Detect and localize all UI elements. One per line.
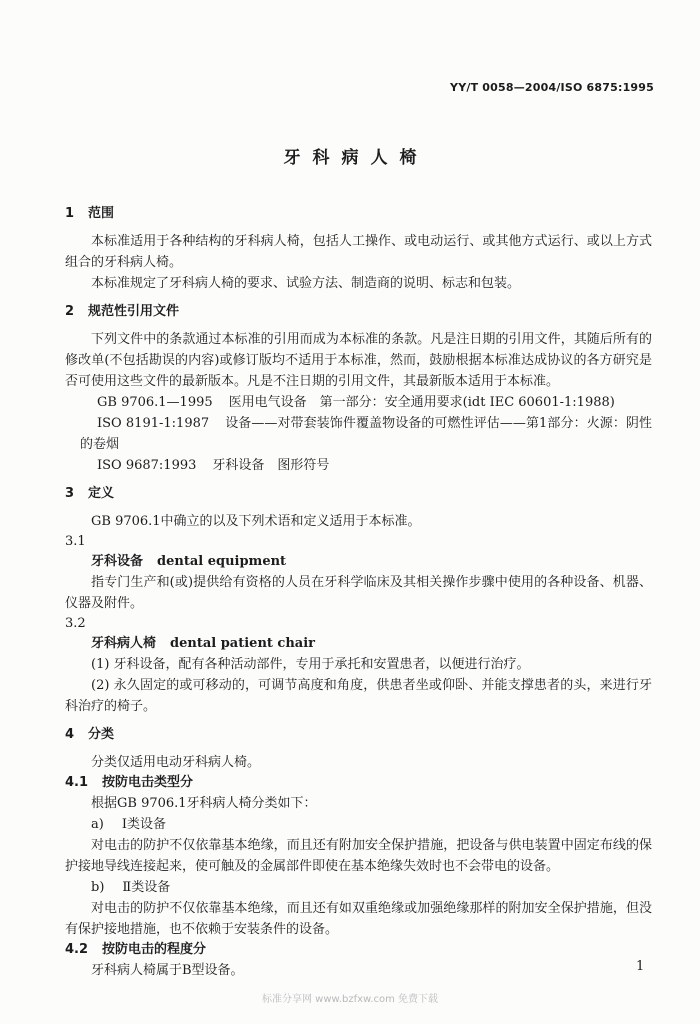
references-intro: 下列文件中的条款通过本标准的引用而成为本标准的条款。凡是注日期的引用文件，其随后所有的修改单(不包括勘误的内容)或修订版均不适用于本标准，然而，鼓励根据本标准达成协议的各方研究是否可使用这些文件的最新版本。凡是不注日期的引用文件，其最新版本适用于本标准。 <box>65 332 652 389</box>
item-name: Ⅱ类设备 <box>122 880 171 895</box>
subsection-text: 牙科病人椅属于B型设备。 <box>91 963 244 978</box>
term-definition: 指专门生产和(或)提供给有资格的人员在牙科学临床及其相关操作步骤中使用的各种设备、机器、仪器及附件。 <box>65 575 652 611</box>
scope-paragraph: 本标准规定了牙科病人椅的要求、试验方法、制造商的说明、标志和包装。 <box>91 276 521 291</box>
reference-code: GB 9706.1—1995 <box>97 395 213 410</box>
reference-item <box>65 455 652 476</box>
subsection-title: 按防电击类型分 <box>102 775 194 790</box>
item-name: Ⅰ类设备 <box>121 817 166 832</box>
section-heading-classification <box>65 724 652 745</box>
term-definition: (1) 牙科设备，配有各种活动部件，专用于承托和安置患者，以便进行治疗。 <box>91 657 530 672</box>
reference-code: ISO 8191-1:1987 <box>97 416 210 431</box>
subsection-heading <box>65 940 652 960</box>
definitions-intro: GB 9706.1中确立的以及下列术语和定义适用于本标准。 <box>91 514 421 529</box>
list-item-label <box>65 877 652 898</box>
standard-code-header: YY/T 0058—2004/ISO 6875:1995 <box>450 81 654 94</box>
classification-intro: 分类仅适用电动牙科病人椅。 <box>91 755 261 770</box>
section-title: 分类 <box>88 727 115 742</box>
section-heading-references <box>65 301 652 322</box>
list-item-text: 对电击的防护不仅依靠基本绝缘，而且还有附加安全保护措施，把设备与供电装置中固定布线的保护接地导线连接起来，使可触及的金属部件即使在基本绝缘失效时也不会带电的设备。 <box>65 838 652 874</box>
subsection-heading <box>65 773 652 793</box>
reference-item <box>65 392 652 413</box>
list-item-text: 对电击的防护不仅依靠基本绝缘，而且还有如双重绝缘或加强绝缘那样的附加安全保护措施，但没有保护接地措施，也不依赖于安装条件的设备。 <box>65 901 652 937</box>
clause-number: 3.1 <box>65 534 86 549</box>
term-en: dental equipment <box>157 554 287 569</box>
section-title: 定义 <box>88 486 115 501</box>
section-number: 4 <box>65 727 75 742</box>
item-marker: b) <box>91 880 105 895</box>
section-title: 规范性引用文件 <box>88 304 180 319</box>
term-heading <box>65 633 652 654</box>
section-heading-definitions <box>65 483 652 504</box>
reference-title: 设备——对带套装饰件覆盖物设备的可燃性评估——第1部分：火源：阴性的卷烟 <box>80 416 653 452</box>
item-marker: a) <box>91 817 104 832</box>
subsection-intro: 根据GB 9706.1牙科病人椅分类如下： <box>91 796 317 811</box>
subsection-title: 按防电击的程度分 <box>102 942 207 957</box>
reference-list <box>65 392 652 476</box>
document-title: 牙科病人椅 <box>283 148 429 168</box>
section-number: 3 <box>65 486 75 501</box>
term-en: dental patient chair <box>170 636 316 651</box>
reference-title: 医用电气设备 第一部分：安全通用要求(idt IEC 60601-1:1988) <box>228 395 615 410</box>
section-heading-scope <box>65 203 652 224</box>
reference-title: 牙科设备 图形符号 <box>212 458 330 473</box>
section-number: 1 <box>65 206 75 221</box>
section-number: 2 <box>65 304 75 319</box>
page-number: 1 <box>636 959 645 974</box>
scope-paragraph: 本标准适用于各种结构的牙科病人椅，包括人工操作、或电动运行、或其他方式运行、或以上方式组合的牙科病人椅。 <box>65 234 652 270</box>
subsection-number: 4.2 <box>65 942 89 957</box>
footer-watermark: 标准分享网 www.bzfxw.com 免费下载 <box>262 994 438 1005</box>
section-title: 范围 <box>88 206 115 221</box>
document-body <box>65 203 652 981</box>
term-heading <box>65 551 652 572</box>
reference-item <box>65 413 652 455</box>
term-zh: 牙科设备 <box>91 554 144 569</box>
clause-number: 3.2 <box>65 616 86 631</box>
subsection-number: 4.1 <box>65 775 89 790</box>
reference-code: ISO 9687:1993 <box>97 458 197 473</box>
list-item-label <box>65 814 652 835</box>
term-zh: 牙科病人椅 <box>91 636 157 651</box>
term-definition: (2) 永久固定的或可移动的，可调节高度和角度，供患者坐或仰卧、并能支撑患者的头，来进行牙科治疗的椅子。 <box>65 678 652 714</box>
